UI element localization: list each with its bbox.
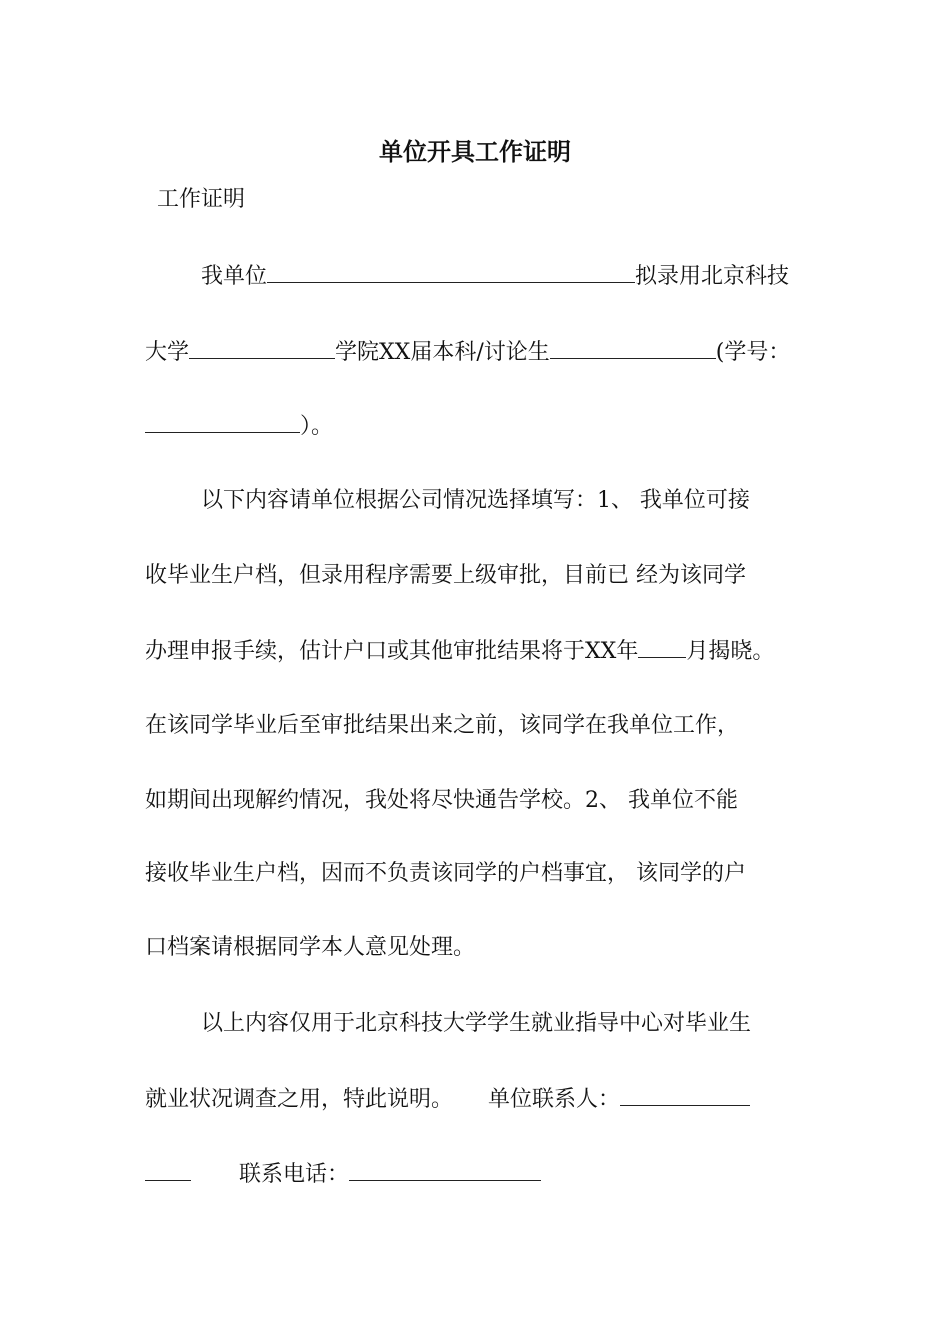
- line-text: 月揭晓。: [686, 639, 775, 664]
- paragraph-line-4: 以下内容请单位根据公司情况选择填写：1、 我单位可接: [145, 488, 750, 513]
- line-text: (学号：: [715, 340, 791, 365]
- line-text: 我单位: [145, 264, 267, 289]
- school-blank: [189, 336, 335, 359]
- paragraph-line-6: [145, 635, 774, 668]
- paragraph-line-8: 如期间出现解约情况，我处将尽快通告学校。2、 我单位不能: [145, 788, 738, 813]
- paragraph-line-13: [145, 1158, 541, 1191]
- line-text: 就业状况调查之用，特此说明。 单位联系人：: [145, 1087, 620, 1112]
- company-name-blank: [267, 260, 635, 283]
- student-name-blank: [550, 336, 716, 359]
- paragraph-line-7: 在该同学毕业后至审批结果出来之前，该同学在我单位工作，: [145, 713, 740, 738]
- paragraph-line-10: 口档案请根据同学本人意见处理。: [145, 935, 476, 960]
- document-title: 单位开具工作证明: [379, 137, 571, 166]
- paragraph-line-5: 收毕业生户档，但录用程序需要上级审批，目前已 经为该同学: [145, 563, 746, 588]
- contact-person-blank: [620, 1083, 750, 1106]
- month-blank: [638, 635, 686, 658]
- document-subheading: 工作证明: [157, 187, 246, 212]
- line-text: ）。: [300, 414, 334, 439]
- line-text: 拟录用北京科技: [634, 264, 789, 289]
- paragraph-line-12: [145, 1083, 750, 1116]
- student-id-blank: [145, 410, 300, 433]
- line-text: 学院XX届本科/讨论生: [335, 340, 550, 365]
- paragraph-line-3: [145, 410, 333, 443]
- paragraph-line-9: 接收毕业生户档，因而不负责该同学的户档事宜， 该同学的户: [145, 861, 746, 886]
- paragraph-line-1: [145, 260, 789, 293]
- paragraph-line-11: 以上内容仅用于北京科技大学学生就业指导中心对毕业生: [145, 1011, 751, 1036]
- spacer: [191, 1159, 239, 1181]
- line-text: 办理申报手续，估计户口或其他审批结果将于XX年: [145, 639, 639, 664]
- line-text: 大学: [145, 340, 190, 365]
- contact-phone-blank: [349, 1158, 541, 1181]
- line-text: 联系电话：: [239, 1162, 350, 1187]
- contact-person-blank-continued: [145, 1158, 191, 1181]
- paragraph-line-2: [145, 336, 790, 369]
